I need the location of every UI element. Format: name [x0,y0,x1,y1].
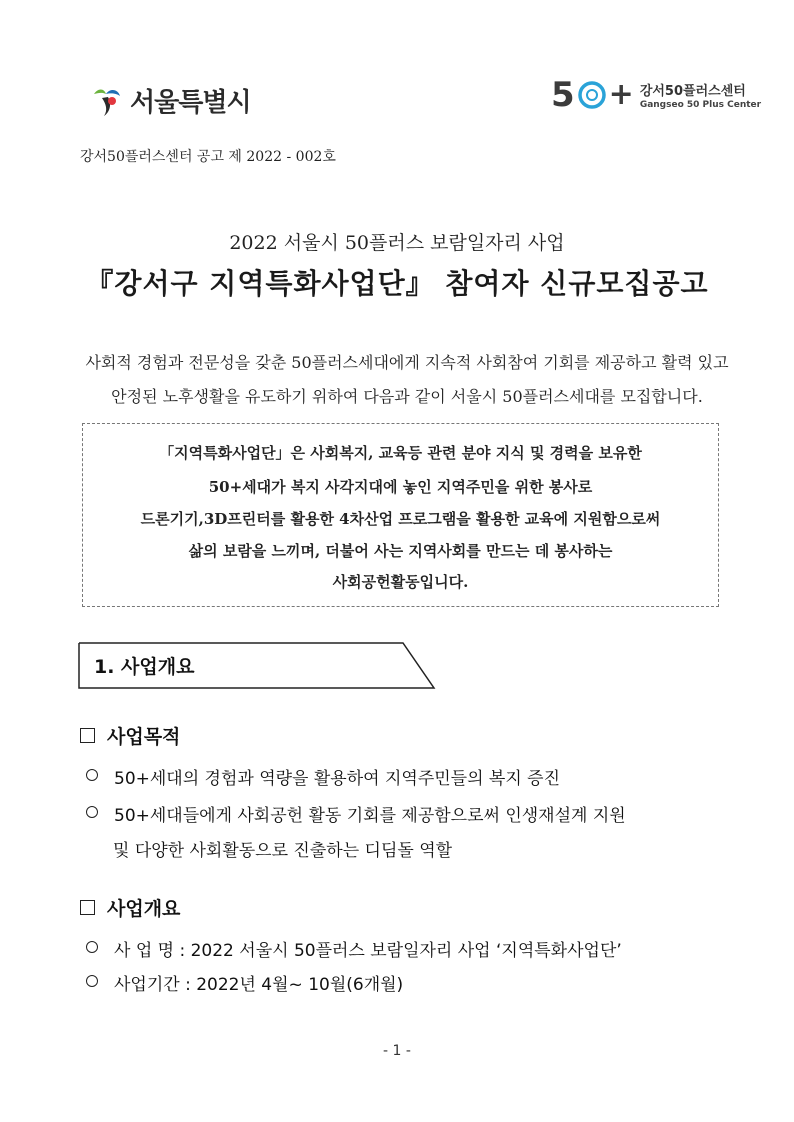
page-number: - 1 - [383,1043,411,1059]
intro-line-1: 사회적 경험과 전문성을 갖춘 50플러스세대에게 지속적 사회참여 기회를 제공하고 활력 있고 [85,353,729,372]
highlight-line: 「지역특화사업단」은 사회복지, 교육등 관련 분야 지식 및 경력을 보유한 [159,444,642,462]
section-heading: 1. 사업개요 [94,656,195,678]
center-name-ko: 강서50플러스센터 [639,84,746,99]
center-logo-number: 5 [551,75,575,115]
seoul-emblem-icon [90,84,124,118]
subsection-purpose [80,722,180,749]
highlight-line: 삶의 보람을 느끼며, 더불어 사는 지역사회를 만드는 데 봉사하는 [188,542,613,560]
center-logo-text [640,80,761,110]
seoul-logo [90,82,251,119]
seoul-logo-text: 서울특별시 [130,88,251,118]
list-item-text: 사업기간 : 2022년 4월~ 10월(6개월) [114,975,404,995]
list-item-text: 50+세대들에게 사회공헌 활동 기회를 제공함으로써 인생재설계 지원 [114,806,626,826]
list-item-continuation: 및 다양한 사회활동으로 진출하는 디딤돌 역할 [113,841,453,861]
subsection-title: 사업목적 [107,726,181,748]
fifty-plus-ring-icon [577,80,607,110]
circle-bullet-icon [86,769,98,781]
square-bullet-icon [80,900,95,915]
circle-bullet-icon [86,806,98,818]
intro-line-2: 안정된 노후생활을 유도하기 위하여 다음과 같이 서울시 50플러스세대를 모집합니다. [111,387,703,406]
square-bullet-icon [80,728,95,743]
list-item [86,970,403,995]
highlight-line: 드론기기,3D프린터를 활용한 4차산업 프로그램을 활용한 교육에 지원함으로써 [140,510,661,528]
notice-number: 강서50플러스센터 공고 제 2022 - 002호 [80,149,336,165]
list-item [86,936,622,961]
section-heading-banner [78,642,438,690]
subsection-title: 사업개요 [107,898,181,920]
circle-bullet-icon [86,975,98,987]
subsection-overview [80,894,180,921]
list-item-text: 50+세대의 경험과 역량을 활용하여 지역주민들의 복지 증진 [114,769,561,789]
list-item [86,801,626,826]
center-logo [551,75,762,115]
document-title: 『강서구 지역특화사업단』 참여자 신규모집공고 [85,267,709,300]
list-item [86,764,560,789]
highlight-line: 사회공헌활동입니다. [332,573,469,591]
circle-bullet-icon [86,941,98,953]
document-subtitle: 2022 서울시 50플러스 보람일자리 사업 [229,232,565,254]
center-logo-plus: + [608,77,634,112]
highlight-line: 50+세대가 복지 사각지대에 놓인 지역주민을 위한 봉사로 [208,478,593,496]
center-name-en: Gangseo 50 Plus Center [639,100,762,110]
list-item-text: 사 업 명 : 2022 서울시 50플러스 보람일자리 사업 ‘지역특화사업단’ [114,941,622,961]
